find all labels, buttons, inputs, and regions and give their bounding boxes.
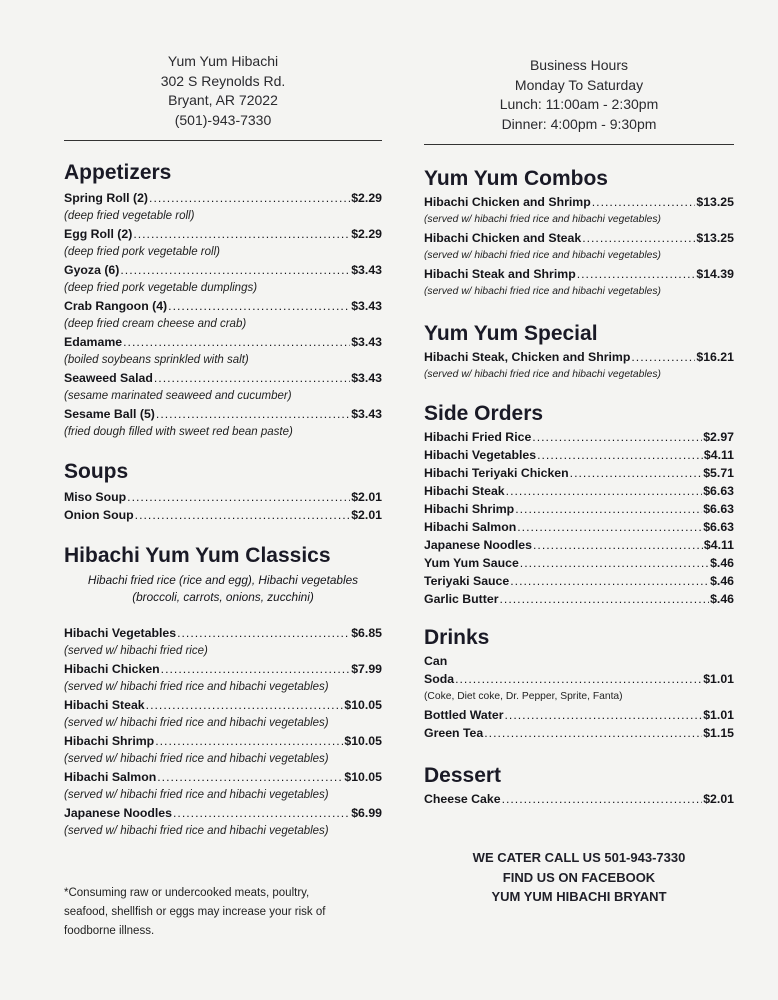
menu-item — [424, 554, 734, 572]
item-name: Hibachi Salmon — [64, 770, 157, 784]
item-price: $.46 — [710, 556, 734, 570]
right-column — [424, 0, 734, 907]
menu-item — [64, 732, 382, 750]
item-price: $5.71 — [703, 466, 734, 480]
item-description: (fried dough filled with sweet red bean paste) — [64, 426, 293, 438]
item-description: (deep fried cream cheese and crab) — [64, 318, 247, 330]
item-description: (deep fried pork vegetable dumplings) — [64, 282, 258, 294]
dot-leader — [149, 189, 350, 207]
menu-item — [424, 446, 734, 464]
item-price: $2.97 — [703, 430, 734, 444]
item-description: (served w/ hibachi fried rice and hibachi vegetables) — [424, 286, 661, 297]
item-price: $2.01 — [351, 490, 382, 504]
dot-leader — [157, 768, 343, 786]
menu-item — [64, 297, 382, 315]
drinks-title: Drinks — [424, 626, 490, 649]
item-name: Gyoza (6) — [64, 263, 120, 277]
item-price: $6.99 — [351, 806, 382, 820]
item-name: Cheese Cake — [424, 792, 501, 806]
dot-leader — [510, 572, 709, 590]
can-label: Can — [424, 654, 448, 668]
dot-leader — [455, 670, 702, 688]
menu-item — [424, 500, 734, 518]
dot-leader — [127, 488, 350, 506]
item-description: (served w/ hibachi fried rice and hibachi vegetables) — [64, 789, 329, 801]
appetizers-section — [64, 161, 382, 441]
item-price: $3.43 — [351, 299, 382, 313]
item-name: Egg Roll (2) — [64, 227, 133, 241]
classics-intro-line: Hibachi fried rice (rice and egg), Hibachi vegetables — [87, 573, 359, 587]
item-price: $3.43 — [351, 263, 382, 277]
dot-leader — [533, 536, 703, 554]
item-name: Yum Yum Sauce — [424, 556, 519, 570]
item-price: $3.43 — [351, 407, 382, 421]
dot-leader — [155, 732, 343, 750]
dot-leader — [133, 225, 350, 243]
item-name: Onion Soup — [64, 508, 134, 522]
restaurant-name: Yum Yum Hibachi — [167, 53, 279, 69]
menu-item — [64, 488, 382, 506]
footer — [424, 848, 734, 907]
item-description: (served w/ hibachi fried rice and hibachi vegetables) — [64, 753, 329, 765]
dessert-section — [424, 764, 734, 808]
item-price: $2.01 — [703, 792, 734, 806]
item-price: $14.39 — [696, 267, 734, 281]
dot-leader — [173, 804, 350, 822]
dot-leader — [123, 333, 350, 351]
menu-item — [64, 660, 382, 678]
item-name: Hibachi Steak and Shrimp — [424, 267, 576, 281]
menu-item — [424, 572, 734, 590]
item-price: $1.01 — [703, 708, 734, 722]
item-name: Hibachi Chicken and Steak — [424, 231, 582, 245]
item-name: Hibachi Fried Rice — [424, 430, 532, 444]
item-name: Sesame Ball (5) — [64, 407, 155, 421]
special-title: Yum Yum Special — [424, 322, 598, 345]
menu-item — [64, 696, 382, 714]
dot-leader — [582, 229, 695, 247]
dot-leader — [517, 518, 702, 536]
item-description: (served w/ hibachi fried rice and hibachi vegetables) — [424, 214, 661, 225]
disclaimer-line: seafood, shellfish or eggs may increase your risk of — [64, 906, 326, 918]
item-price: $1.15 — [703, 726, 734, 740]
menu-item — [424, 790, 734, 808]
restaurant-header — [64, 0, 382, 130]
item-name: Hibachi Steak — [64, 698, 145, 712]
disclaimer-line: foodborne illness. — [64, 925, 155, 937]
dot-leader — [502, 790, 703, 808]
menu-item — [64, 506, 382, 524]
menu-item — [424, 518, 734, 536]
dot-leader — [135, 506, 351, 524]
menu-item — [64, 804, 382, 822]
item-description: (served w/ hibachi fried rice and hibachi vegetables) — [64, 717, 329, 729]
menu-item — [64, 225, 382, 243]
menu-item — [64, 261, 382, 279]
dot-leader — [532, 428, 702, 446]
classics-title: Hibachi Yum Yum Classics — [64, 544, 331, 567]
item-description: (served w/ hibachi fried rice and hibachi vegetables) — [424, 250, 661, 261]
dot-leader — [577, 265, 696, 283]
item-name: Hibachi Vegetables — [424, 448, 537, 462]
dot-leader — [520, 554, 709, 572]
dot-leader — [499, 590, 709, 608]
dot-leader — [168, 297, 350, 315]
menu-item — [64, 333, 382, 351]
dot-leader — [506, 482, 703, 500]
dot-leader — [484, 724, 702, 742]
business-hours — [424, 0, 734, 134]
special-section — [424, 322, 734, 384]
item-name: Green Tea — [424, 726, 484, 740]
item-name: Seaweed Salad — [64, 371, 153, 385]
dot-leader — [537, 446, 703, 464]
dot-leader — [146, 696, 344, 714]
item-price: $2.29 — [351, 191, 382, 205]
menu-item — [424, 482, 734, 500]
item-name: Hibachi Steak — [424, 484, 505, 498]
menu-item — [424, 536, 734, 554]
menu-item — [424, 265, 734, 283]
item-name: Hibachi Shrimp — [64, 734, 155, 748]
dot-leader — [177, 624, 350, 642]
item-name: Crab Rangoon (4) — [64, 299, 168, 313]
item-name: Hibachi Steak, Chicken and Shrimp — [424, 350, 631, 364]
disclaimer-line: *Consuming raw or undercooked meats, poultry, — [64, 887, 310, 899]
classics-section — [64, 544, 382, 840]
dot-leader — [120, 261, 350, 279]
item-price: $10.05 — [344, 698, 382, 712]
hours-lunch: Lunch: 11:00am - 2:30pm — [499, 96, 659, 112]
item-price: $16.21 — [696, 350, 734, 364]
menu-item — [424, 229, 734, 247]
menu-item — [424, 464, 734, 482]
dot-leader — [504, 706, 702, 724]
menu-item — [424, 428, 734, 446]
item-description: (sesame marinated seaweed and cucumber) — [64, 390, 292, 402]
restaurant-address: 302 S Reynolds Rd. — [160, 72, 286, 89]
item-price: $6.85 — [351, 626, 382, 640]
hours-dinner: Dinner: 4:00pm - 9:30pm — [501, 115, 657, 132]
item-name: Hibachi Teriyaki Chicken — [424, 466, 569, 480]
menu-item — [424, 193, 734, 211]
item-description: (Coke, Diet coke, Dr. Pepper, Sprite, Fanta) — [424, 691, 623, 702]
hours-title: Business Hours — [529, 57, 629, 73]
item-name: Japanese Noodles — [424, 538, 532, 552]
item-name: Hibachi Chicken — [64, 662, 160, 676]
hours-days: Monday To Saturday — [514, 76, 644, 93]
dessert-title: Dessert — [424, 764, 502, 787]
item-price: $10.05 — [344, 734, 382, 748]
classics-items — [64, 624, 382, 840]
header-divider — [64, 140, 382, 141]
item-price: $10.05 — [344, 770, 382, 784]
disclaimer — [64, 884, 382, 941]
item-name: Japanese Noodles — [64, 806, 172, 820]
appetizers-title: Appetizers — [64, 161, 172, 184]
soups-title: Soups — [64, 460, 129, 483]
item-price: $6.63 — [703, 484, 734, 498]
menu-item — [64, 369, 382, 387]
item-price: $.46 — [710, 592, 734, 606]
dot-leader — [161, 660, 351, 678]
menu-item — [424, 706, 734, 724]
item-price: $13.25 — [696, 195, 734, 209]
item-price: $4.11 — [703, 448, 734, 462]
dot-leader — [515, 500, 702, 518]
item-price: $4.11 — [703, 538, 734, 552]
sides-section — [424, 402, 734, 608]
menu-item — [424, 590, 734, 608]
item-description: (served w/ hibachi fried rice) — [64, 645, 208, 657]
item-name: Garlic Butter — [424, 592, 499, 606]
item-description: (deep fried vegetable roll) — [64, 210, 195, 222]
menu-item — [64, 768, 382, 786]
item-name: Edamame — [64, 335, 123, 349]
menu-item — [64, 624, 382, 642]
classics-intro — [64, 572, 382, 606]
classics-intro-line: (broccoli, carrots, onions, zucchini) — [132, 590, 314, 604]
item-description: (served w/ hibachi fried rice and hibachi vegetables) — [424, 369, 661, 380]
item-description: (deep fried pork vegetable roll) — [64, 246, 220, 258]
item-description: (served w/ hibachi fried rice and hibachi vegetables) — [64, 681, 329, 693]
menu-item — [424, 670, 734, 688]
dot-leader — [631, 348, 695, 366]
item-description: (served w/ hibachi fried rice and hibachi vegetables) — [64, 825, 329, 837]
combos-title: Yum Yum Combos — [424, 167, 608, 190]
item-price: $1.01 — [703, 672, 734, 686]
item-name: Hibachi Salmon — [424, 520, 517, 534]
item-price: $2.29 — [351, 227, 382, 241]
footer-line: YUM YUM HIBACHI BRYANT — [491, 889, 667, 904]
footer-line: WE CATER CALL US 501-943-7330 — [472, 850, 686, 865]
item-name: Hibachi Shrimp — [424, 502, 515, 516]
soups-section — [64, 460, 382, 524]
sides-title: Side Orders — [424, 402, 544, 425]
item-name: Spring Roll (2) — [64, 191, 149, 205]
item-price: $7.99 — [351, 662, 382, 676]
item-price: $3.43 — [351, 371, 382, 385]
item-price: $6.63 — [703, 520, 734, 534]
dot-leader — [154, 369, 350, 387]
hours-divider — [424, 144, 734, 145]
restaurant-city: Bryant, AR 72022 — [168, 92, 278, 108]
footer-line: FIND US ON FACEBOOK — [502, 869, 656, 885]
item-name: Hibachi Chicken and Shrimp — [424, 195, 591, 209]
item-name: Teriyaki Sauce — [424, 574, 510, 588]
item-price: $3.43 — [351, 335, 382, 349]
menu-item — [64, 189, 382, 207]
item-price: $.46 — [710, 574, 734, 588]
dot-leader — [592, 193, 696, 211]
left-column — [64, 0, 382, 941]
item-price: $6.63 — [703, 502, 734, 516]
item-description: (boiled soybeans sprinkled with salt) — [64, 354, 249, 366]
item-name: Bottled Water — [424, 708, 504, 722]
menu-item — [64, 405, 382, 423]
item-name: Miso Soup — [64, 490, 127, 504]
restaurant-phone: (501)-943-7330 — [174, 111, 272, 128]
menu-item — [424, 724, 734, 742]
item-price: $13.25 — [696, 231, 734, 245]
item-name: Hibachi Vegetables — [64, 626, 177, 640]
dot-leader — [156, 405, 350, 423]
menu-item — [424, 348, 734, 366]
item-price: $2.01 — [351, 508, 382, 522]
item-name: Soda — [424, 672, 455, 686]
drinks-section — [424, 626, 734, 742]
dot-leader — [570, 464, 703, 482]
combos-section — [424, 167, 734, 301]
